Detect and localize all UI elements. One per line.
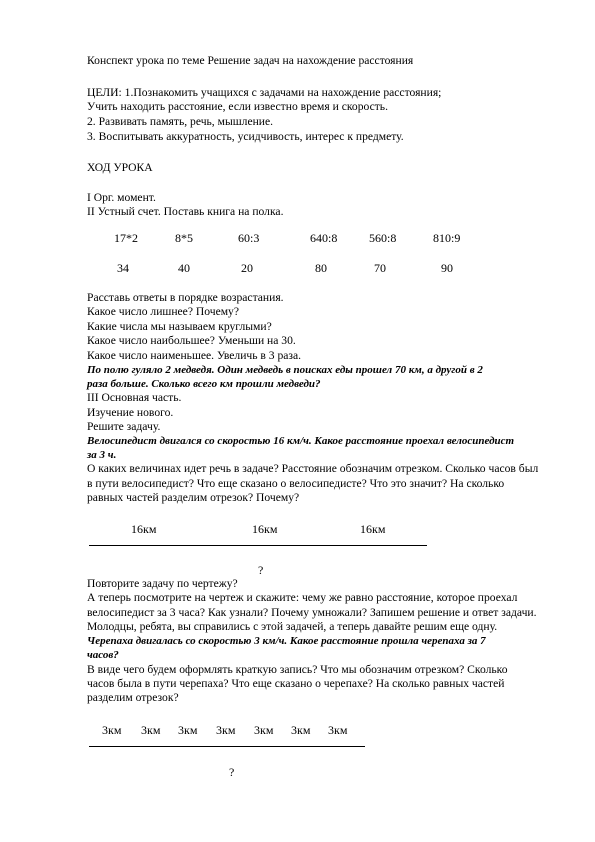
turtle-task-line: Черепаха двигалась со скоростью 3 км/ч. Какое расстояние прошла черепаха за 7 (87, 635, 486, 647)
turtle-question-line: часов была в пути черепаха? Что еще сказано о черепахе? На сколько равных частей (87, 677, 505, 690)
expression: 560:8 (369, 231, 397, 245)
section-line: Изучение нового. (87, 406, 174, 419)
stage-line: I Орг. момент. (87, 191, 156, 204)
segment-label: 3км (328, 723, 348, 737)
expression: 60:3 (238, 231, 260, 245)
lesson-heading: ХОД УРОКА (87, 161, 153, 174)
section-line: Решите задачу. (87, 420, 161, 433)
look-line: Молодцы, ребята, вы справились с этой задачей, а теперь давайте решим еще одну. (87, 620, 498, 633)
look-line: велосипедист за 3 часа? Как узнали? Почему умножали? Запишем решение и ответ задачи. (87, 606, 537, 619)
answer: 20 (241, 261, 253, 275)
cyclist-question-line: в пути велосипедист? Что еще сказано о велосипедисте? Что это значит? На сколько (87, 477, 505, 490)
question-line: Расставь ответы в порядке возрастания. (87, 291, 284, 304)
answer: 70 (374, 261, 386, 275)
expression: 810:9 (433, 231, 461, 245)
stage-line: III Основная часть. (87, 391, 182, 404)
question-line: Какое число наименьшее. Увеличь в 3 раза. (87, 349, 302, 362)
cyclist-task-line: за 3 ч. (87, 449, 117, 461)
expression: 640:8 (310, 231, 338, 245)
goal-line: ЦЕЛИ: 1.Познакомить учащихся с задачами на нахождение расстояния; (87, 86, 442, 99)
goal-line: 2. Развивать память, речь, мышление. (87, 115, 274, 128)
answer: 34 (117, 261, 129, 275)
segment-label: 3км (216, 723, 236, 737)
cyclist-question-line: равных частей разделим отрезок? Почему? (87, 491, 300, 504)
question-line: Какое число наибольшее? Уменьши на 30. (87, 334, 296, 347)
unknown-mark: ? (258, 563, 264, 577)
segment-label: 16км (131, 522, 157, 536)
goal-line: 3. Воспитывать аккуратность, усидчивость, интерес к предмету. (87, 130, 404, 143)
goal-line: Учить находить расстояние, если известно время и скорость. (87, 100, 388, 113)
question-line: Какие числа мы называем круглыми? (87, 320, 272, 333)
segment-label: 3км (254, 723, 274, 737)
section-line: Повторите задачу по чертежу? (87, 577, 238, 590)
cyclist-question-line: О каких величинах идет речь в задаче? Расстояние обозначим отрезком. Сколько часов был (87, 462, 539, 475)
stage-line: II Устный счет. Поставь книга на полка. (87, 205, 284, 218)
expression: 8*5 (175, 231, 193, 245)
unknown-mark: ? (229, 765, 235, 779)
distance-segment (89, 545, 427, 546)
bear-task-line: По полю гуляло 2 медведя. Один медведь в поисках еды прошел 70 км, а другой в 2 (87, 364, 483, 376)
segment-label: 3км (141, 723, 161, 737)
cyclist-task-line: Велосипедист двигался со скоростью 16 км/ч. Какое расстояние проехал велосипедист (87, 435, 515, 447)
segment-label: 3км (178, 723, 198, 737)
segment-label: 16км (252, 522, 278, 536)
distance-segment (89, 746, 365, 747)
segment-label: 16км (360, 522, 386, 536)
turtle-question-line: В виде чего будем оформлять краткую запись? Что мы обозначим отрезком? Сколько (87, 663, 508, 676)
look-line: А теперь посмотрите на чертеж и скажите: чему же равно расстояние, которое проехал (87, 591, 518, 604)
document-title: Конспект урока по теме Решение задач на нахождение расстояния (87, 54, 414, 67)
bear-task-line: раза больше. Сколько всего км прошли медведи? (87, 378, 321, 390)
turtle-question-line: разделим отрезок? (87, 691, 179, 704)
segment-label: 3км (102, 723, 122, 737)
answer: 80 (315, 261, 327, 275)
segment-label: 3км (291, 723, 311, 737)
turtle-task-line: часов? (87, 649, 119, 661)
answer: 40 (178, 261, 190, 275)
answer: 90 (441, 261, 453, 275)
expression: 17*2 (114, 231, 138, 245)
question-line: Какое число лишнее? Почему? (87, 305, 239, 318)
